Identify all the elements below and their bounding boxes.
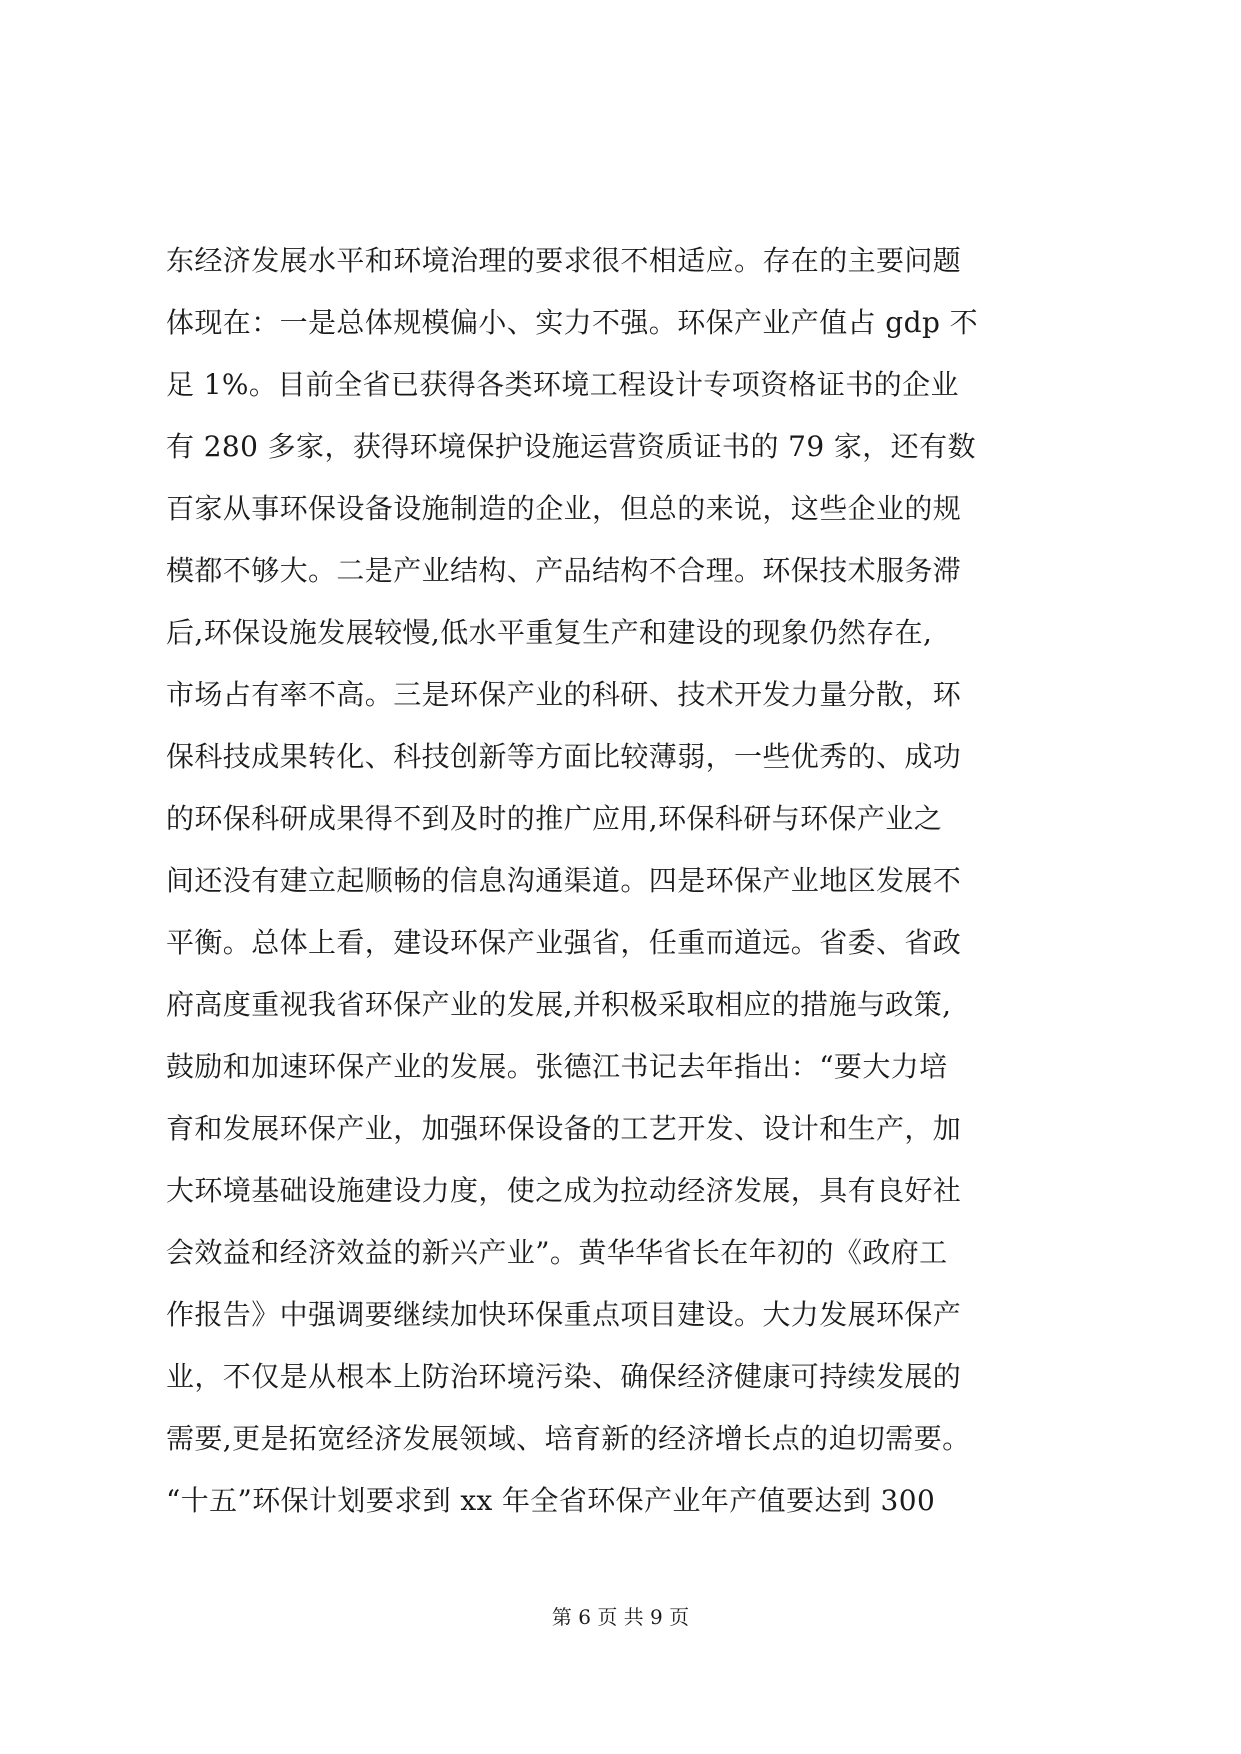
text-line: 足 1%。目前全省已获得各类环境工程设计专项资格证书的企业 <box>166 368 959 401</box>
text-line: 保科技成果转化、科技创新等方面比较薄弱，一些优秀的、成功 <box>166 740 962 773</box>
text-line: 育和发展环保产业，加强环保设备的工艺开发、设计和生产，加 <box>166 1112 962 1145</box>
text-line: 平衡。总体上看，建设环保产业强省，任重而道远。省委、省政 <box>166 926 962 959</box>
text-line: 间还没有建立起顺畅的信息沟通渠道。四是环保产业地区发展不 <box>166 864 962 897</box>
text-line: 有 280 多家，获得环境保护设施运营资质证书的 79 家，还有数 <box>166 430 976 463</box>
text-line: 作报告》中强调要继续加快环保重点项目建设。大力发展环保产 <box>166 1298 962 1331</box>
text-line: 会效益和经济效益的新兴产业”。黄华华省长在年初的《政府工 <box>166 1236 948 1269</box>
text-line: 府高度重视我省环保产业的发展,并积极采取相应的措施与政策, <box>166 988 952 1021</box>
text-line: 体现在：一是总体规模偏小、实力不强。环保产业产值占 gdp 不 <box>166 306 978 339</box>
text-line: 后,环保设施发展较慢,低水平重复生产和建设的现象仍然存在, <box>166 616 933 649</box>
text-line: 东经济发展水平和环境治理的要求很不相适应。存在的主要问题 <box>166 244 962 277</box>
text-line: 需要,更是拓宽经济发展领域、培育新的经济增长点的迫切需要。 <box>166 1422 971 1455</box>
text-line: 的环保科研成果得不到及时的推广应用,环保科研与环保产业之 <box>166 802 943 835</box>
page-number-footer: 第 6 页 共 9 页 <box>551 1605 690 1629</box>
text-line: 大环境基础设施建设力度，使之成为拉动经济发展，具有良好社 <box>166 1174 962 1207</box>
text-line: 百家从事环保设备设施制造的企业，但总的来说，这些企业的规 <box>166 492 962 525</box>
text-line: 市场占有率不高。三是环保产业的科研、技术开发力量分散，环 <box>166 678 962 711</box>
text-line: 业，不仅是从根本上防治环境污染、确保经济健康可持续发展的 <box>166 1360 962 1393</box>
text-line: 鼓励和加速环保产业的发展。张德江书记去年指出：“要大力培 <box>166 1050 948 1083</box>
text-line: “十五”环保计划要求到 xx 年全省环保产业年产值要达到 300 <box>166 1484 936 1517</box>
document-body <box>166 230 1076 1532</box>
text-line: 模都不够大。二是产业结构、产品结构不合理。环保技术服务滞 <box>166 554 962 587</box>
